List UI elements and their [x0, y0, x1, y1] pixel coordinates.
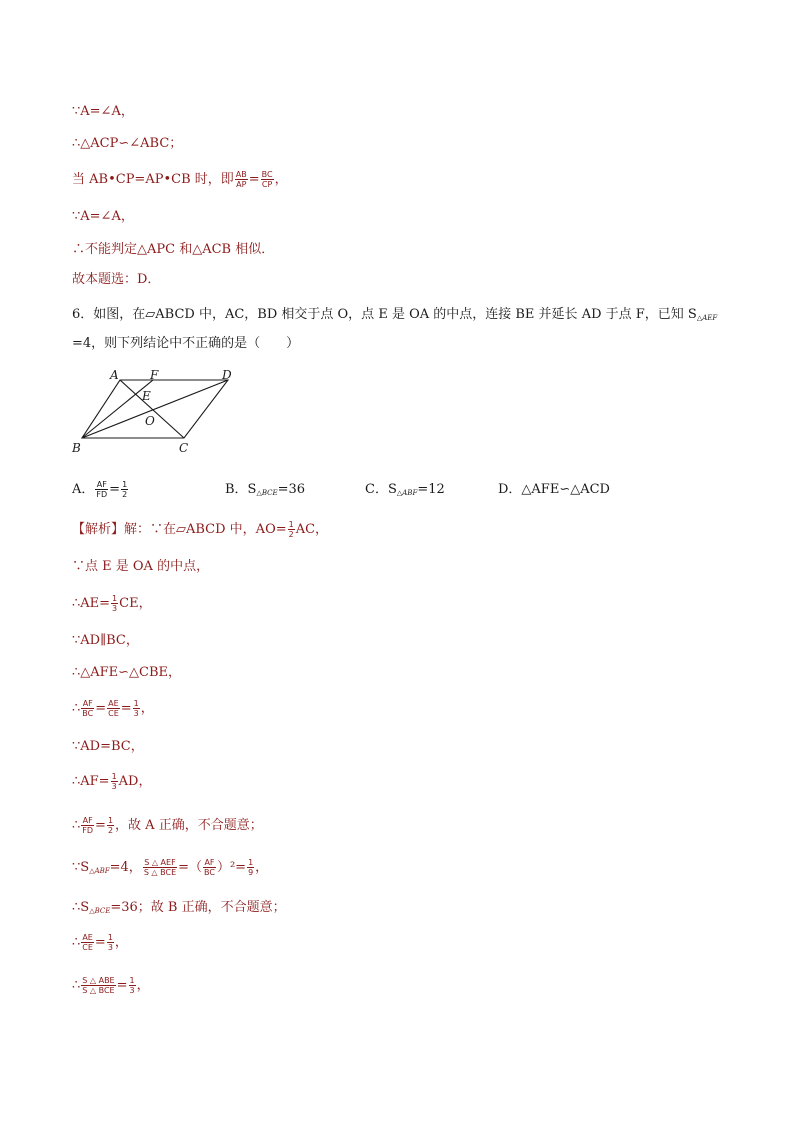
fraction: $\frac{AF}{BC}$ [204, 858, 215, 877]
question-line-2: =4，则下列结论中不正确的是（ ） [72, 336, 300, 351]
label-D: D [222, 368, 232, 382]
fraction: $\frac{1}{2}$ [122, 480, 128, 499]
solution-line-11: $\therefore S_{\triangle BCE}=36$；故 B 正确，不合题意； [72, 900, 286, 915]
line-6: 故本题选：D． [72, 272, 161, 287]
solution-line-2: ∵点 E 是 OA 的中点， [72, 559, 210, 574]
fraction: $\frac{1}{2}$ [288, 520, 294, 539]
solution-line-6: ∴ $\frac{AF}{BC}$ = $\frac{AE}{CE}$ = $\frac{1}{3}$ ， [72, 699, 154, 718]
fraction: $\frac{AE}{CE}$ [82, 933, 93, 952]
label-A: A [110, 368, 119, 382]
option-b: B．$S_{\triangle BCE}=36$ [225, 482, 306, 497]
option-d: D．△AFE∽△ACD [498, 482, 610, 497]
line-3: 当 AB•CP=AP•CB 时，即 $\frac{AB}{AP}$ = $\frac{BC}{CP}$ ， [72, 170, 288, 189]
fraction: $\frac{\text{S △ AEF}}{\text{S △ BCE}}$ [143, 858, 177, 877]
fraction: $\frac{\text{S △ ABE}}{\text{S △ BCE}}$ [82, 976, 115, 995]
fraction: $\frac{AE}{CE}$ [108, 699, 119, 718]
solution-line-4: ∵AD∥BC， [72, 633, 139, 648]
solution-line-13: ∴ $\frac{\text{S △ ABE}}{\text{S △ BCE}}$ = $\frac{1}{3}$ ， [72, 976, 150, 995]
fraction: $\frac{AF}{FD}$ [82, 816, 94, 835]
solution-line-3: ∴AE= $\frac{1}{3}$ CE， [72, 594, 152, 613]
fraction: $\frac{1}{2}$ [107, 816, 114, 835]
line-1: ∵A=∠A， [72, 104, 134, 119]
parallelogram-figure [68, 362, 248, 458]
line-4: ∵A=∠A， [72, 209, 134, 224]
option-c: C．$S_{\triangle ABF}=12$ [365, 482, 445, 497]
label-C: C [179, 441, 189, 455]
label-O: O [145, 414, 155, 428]
label-E: E [142, 389, 151, 403]
fraction: $\frac{1}{3}$ [133, 699, 139, 718]
solution-line-10: $\because S_{\triangle ABF}=4$， $\frac{\text{S △ AEF}}{\text{S △ BCE}}$ =（ $\frac{AF}{BC}$ ）²= $\frac{1}{9}$ ， [72, 858, 269, 877]
option-a: A． $\frac{AF}{FD}$ = $\frac{1}{2}$ [72, 480, 128, 499]
fraction: $\frac{BC}{CP}$ [261, 170, 273, 189]
fraction: $\frac{1}{3}$ [112, 594, 118, 613]
fraction: $\frac{1}{3}$ [111, 772, 117, 791]
fraction: $\frac{1}{9}$ [248, 858, 254, 877]
solution-line-5: ∴△AFE∽△CBE， [72, 665, 182, 680]
question-line-1: 6．如图，在▱ABCD 中，AC，BD 相交于点 O，点 E 是 OA 的中点，连接 BE 并延长 AD 于点 F，已知 $S_{\triangle AEF}$ [72, 307, 718, 322]
fraction: $\frac{1}{3}$ [129, 976, 135, 995]
line-5: ∴不能判定△APC 和△ACB 相似． [72, 242, 275, 257]
label-F: F [150, 368, 159, 382]
solution-line-12: ∴ $\frac{AE}{CE}$ = $\frac{1}{3}$ ， [72, 933, 128, 952]
solution-line-1: 【解析】解：∵在▱ABCD 中，AO= $\frac{1}{2}$ AC， [72, 520, 329, 539]
label-B: B [72, 441, 81, 455]
solution-line-8: ∴AF= $\frac{1}{3}$ AD， [72, 772, 152, 791]
solution-line-7: ∵AD=BC， [72, 739, 144, 754]
fraction: $\frac{AB}{AP}$ [235, 170, 247, 189]
fraction: $\frac{AF}{FD}$ [96, 480, 108, 499]
line-2: ∴△ACP∽∠ABC； [72, 136, 183, 151]
fraction: $\frac{AF}{BC}$ [82, 699, 94, 718]
fraction: $\frac{1}{3}$ [107, 933, 113, 952]
solution-line-9: ∴ $\frac{AF}{FD}$ = $\frac{1}{2}$ ，故 A 正确，不合题意； [72, 816, 263, 835]
